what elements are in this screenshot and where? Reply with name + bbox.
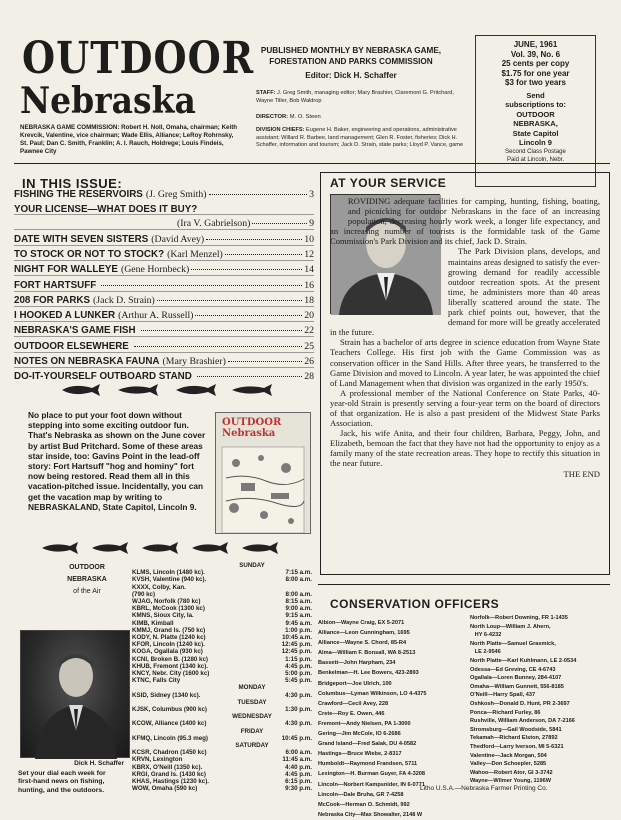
at-your-service-heading: AT YOUR SERVICE xyxy=(330,176,447,190)
price-copy: 25 cents per copy xyxy=(501,59,570,68)
schedule-time: 9:15 a.m. xyxy=(285,612,312,620)
schedule-row xyxy=(132,771,312,778)
staff-label: STAFF: xyxy=(256,90,276,96)
toc-title: TO STOCK OR NOT TO STOCK? xyxy=(14,249,165,260)
toc-leader-dots xyxy=(141,330,303,331)
fish-silhouette-icon xyxy=(118,384,158,396)
subscription-box xyxy=(475,35,596,187)
schedule-row xyxy=(132,656,312,663)
toc-separator xyxy=(14,291,314,292)
schedule-row xyxy=(132,627,312,634)
schedule-day: TUESDAY xyxy=(237,698,267,706)
schedule-time xyxy=(270,584,312,591)
portrait-caption: Dick H. Schaffer xyxy=(74,760,124,767)
schedule-station: KCSR, Chadron (1450 kc) xyxy=(132,749,207,757)
schedule-row xyxy=(132,692,312,699)
service-paragraph: A professional member of the National Conference on State Parks, 40-year-old Strain is presently serving a four-year term on the board of directors of that organization. He is also a past president of the Midwest State Parks Association. xyxy=(330,387,600,429)
postage-line1: Second Class Postage xyxy=(505,148,566,155)
schedule-time: 11:45 a.m. xyxy=(282,756,312,764)
schedule-row xyxy=(132,591,312,598)
magazine-title-outdoor: OUTDOOR xyxy=(22,31,255,84)
service-paragraph xyxy=(330,196,600,246)
cover-thumbnail xyxy=(215,412,311,534)
schedule-row xyxy=(132,641,312,648)
schedule-time: 1:15 p.m. xyxy=(285,655,312,663)
toc-separator xyxy=(14,336,314,337)
staff-credits xyxy=(256,90,464,105)
toc-separator xyxy=(14,214,314,215)
schedule-time: 9:30 p.m. xyxy=(285,785,312,793)
in-this-issue-heading: IN THIS ISSUE: xyxy=(22,176,123,191)
toc-author: (Jack D. Strain) xyxy=(93,295,155,306)
toc-leader-dots xyxy=(195,315,302,316)
officer-entry: Fremont—Andy Nielsen, PA 1-3000 xyxy=(318,720,411,727)
schedule-row xyxy=(132,612,312,619)
toc-separator xyxy=(14,229,314,230)
schedule-row xyxy=(132,598,312,605)
send-label: Send xyxy=(526,90,545,100)
schedule-station: (790 kc) xyxy=(132,590,156,598)
toc-leader-dots xyxy=(197,376,302,377)
officer-entry: Hastings—Bruce Wiebe, 2-8317 xyxy=(318,751,402,758)
fish-silhouette-icon xyxy=(42,542,78,554)
toc-separator xyxy=(14,245,314,246)
org-line2: NEBRASKA, xyxy=(513,119,558,128)
staff-names: J. Greg Smith, managing editor; Mary Brashier, Claremont G. Pritchard, Wayne Tiller, Bob Waldrop xyxy=(256,90,454,104)
schedule-station: KMNS, Sioux City, Ia. xyxy=(132,612,194,620)
officer-entry: Odessa—Ed Greving, CE 4-6743 xyxy=(470,666,556,673)
schedule-station: KJSK, Columbus (900 kc) xyxy=(132,706,207,714)
division-chiefs xyxy=(256,127,466,150)
officer-entry: Bridgeport—Joe Ulrich, 100 xyxy=(318,680,392,687)
schedule-time: 1:30 p.m. xyxy=(285,706,312,714)
schedule-time: 4:30 p.m. xyxy=(285,720,312,728)
schedule-station: WOW, Omaha (590 kc) xyxy=(132,785,198,793)
officer-entry: Tekamah—Richard Elston, 27892 xyxy=(470,735,558,742)
toc-separator xyxy=(14,260,314,261)
portrait-figure xyxy=(21,631,131,759)
schedule-day: FRIDAY xyxy=(240,727,264,735)
toc-title: NOTES ON NEBRASKA FAUNA xyxy=(14,356,160,367)
officer-entry: HY 6-4232 xyxy=(470,632,502,639)
radio-schedule xyxy=(132,562,312,793)
toc-title: DATE WITH SEVEN SISTERS xyxy=(14,234,149,245)
toc-title: DO-IT-YOURSELF OUTBOARD STAND xyxy=(14,371,192,382)
director-label: DIRECTOR: xyxy=(256,114,289,120)
printer-credit: Litho U.S.A.—Nebraska Farmer Printing Co. xyxy=(420,785,548,792)
officers-divider xyxy=(318,584,610,585)
toc-page-number: 16 xyxy=(304,280,314,291)
schedule-station: KIMB, Kimball xyxy=(132,619,174,627)
toc-author: (Karl Menzel) xyxy=(167,249,223,260)
service-article xyxy=(330,196,600,479)
radio-program-title xyxy=(42,562,132,598)
toc-page-number: 14 xyxy=(304,264,314,275)
officer-entry: Gering—Jim McCole, IO 6-2686 xyxy=(318,731,401,738)
schedule-time: 10:45 a.m. xyxy=(282,634,312,642)
air-title-line2: NEBRASKA xyxy=(67,576,107,583)
toc-page-number: 20 xyxy=(304,310,314,321)
toc-leader-dots xyxy=(252,223,307,224)
toc-leader-dots xyxy=(191,269,302,270)
publisher-line: PUBLISHED MONTHLY BY NEBRASKA GAME, FORESTATION AND PARKS COMMISSION xyxy=(260,46,442,66)
officer-entry: Stromsburg—Gail Woodside, 5841 xyxy=(470,726,562,733)
magazine-title-nebraska: Nebraska xyxy=(20,78,196,122)
schedule-station: KBRL, McCook (1300 kc) xyxy=(132,605,205,613)
officer-entry: Ogallala—Loren Bunney, 284-4107 xyxy=(470,675,562,682)
toc-page-number: 22 xyxy=(304,325,314,336)
schedule-station: KLMS, Lincoln (1480 kc). xyxy=(132,569,205,577)
toc-title: YOUR LICENSE—WHAT DOES IT BUY? xyxy=(14,204,198,215)
division-label: DIVISION CHIEFS: xyxy=(256,127,305,133)
fish-silhouette-icon xyxy=(192,542,228,554)
division-names: Eugene H. Baker, engineering and operations, administrative assistant; Willard R. Barbee, land management; Glen R. Foster, fisheries; Dick H. Schaffer, information and tourism; Jack D. Strain, state parks; Lloyd P. Vance, game xyxy=(256,127,464,149)
fish-divider-top xyxy=(60,382,290,398)
cover-map-illustration xyxy=(216,443,310,538)
toc-page-number: 26 xyxy=(304,356,314,367)
schedule-row xyxy=(132,735,312,742)
schedule-row xyxy=(132,648,312,655)
officer-entry: Wahoo—Robert Ator, GI 3-3742 xyxy=(470,769,553,776)
officer-entry: Lincoln—Norbert Kampsnider, IN 6-0771 xyxy=(318,781,425,788)
fish-silhouette-icon xyxy=(92,542,128,554)
officer-entry: Alliance—Wayne S. Chord, 85-R4 xyxy=(318,640,407,647)
toc-author: (Gene Hornbeck) xyxy=(120,264,190,275)
address-line2: Lincoln 9 xyxy=(519,138,552,147)
officer-entry: Grand Island—Fred Salak, DU 4-0582 xyxy=(318,741,417,748)
toc-separator xyxy=(14,321,314,322)
officer-entry: Lexington—H. Burman Guyer, FA 4-3208 xyxy=(318,771,426,778)
officer-entry: Crete—Roy E. Owen, 446 xyxy=(318,710,385,717)
toc-author: (David Avey) xyxy=(151,234,205,245)
toc-leader-dots xyxy=(206,239,302,240)
portrait-photo-schaffer xyxy=(20,630,130,758)
toc-page-number: 18 xyxy=(304,295,314,306)
schedule-station: KCOW, Alliance (1400 kc) xyxy=(132,720,207,728)
officer-entry: Crawford—Cecil Avey, 228 xyxy=(318,700,389,707)
officer-entry: Alliance—Leon Cunningham, 1695 xyxy=(318,630,410,637)
officer-entry: North Loup—William J. Ahern, xyxy=(470,623,551,630)
schedule-row xyxy=(132,634,312,641)
toc-leader-dots xyxy=(157,300,302,301)
toc-title: 208 FOR PARKS xyxy=(14,295,91,306)
director-name: M. O. Steen xyxy=(289,114,321,120)
schedule-station: KRVN, Lexington xyxy=(132,756,183,764)
editor-line: Editor: Dick H. Schaffer xyxy=(305,71,397,80)
fish-silhouette-icon xyxy=(176,384,216,396)
schedule-time: 12:45 p.m. xyxy=(281,641,312,649)
schedule-time: 6:00 a.m. xyxy=(285,749,312,757)
schedule-station: KFMQ, Lincoln (95.3 meg) xyxy=(132,734,208,742)
officer-entry: Wayne—Wilmer Young, 1196W xyxy=(470,778,551,785)
schedule-day: MONDAY xyxy=(238,684,266,692)
officer-entry: Albion—Wayne Craig, EX 5-2071 xyxy=(318,620,405,626)
schedule-time: 8:00 a.m. xyxy=(285,576,312,584)
schedule-day: SUNDAY xyxy=(239,562,265,569)
toc-leader-dots xyxy=(101,285,302,286)
schedule-station: KNCY, Nebr. City (1600 kc) xyxy=(132,670,210,678)
schedule-row xyxy=(132,584,312,591)
cover-blurb: No place to put your foot down without stepping into some exciting outdoor fun. That's Nebraska as shown on the June cover by artist Bud Pritchard. Some of these areas star inside, too: Gavins Point in the lead-off story: Fort Hartsuff "hog and hominy" fort now being restored. Read them all in this vacation-pitched issue. Incidentally, you can get the vacation map by writing to NEBRASKALAND, State Capitol, Lincoln 9. xyxy=(28,410,206,512)
officer-entry: Humboldt—Raymond Frandsen, 5711 xyxy=(318,761,418,768)
fish-silhouette-icon xyxy=(142,542,178,554)
toc-page-number: 10 xyxy=(304,234,314,245)
schedule-row xyxy=(132,576,312,583)
air-title-line3: of the Air xyxy=(73,588,101,595)
toc-author: (Mary Brashier) xyxy=(162,356,226,367)
toc-title: FISHING THE RESERVOIRS xyxy=(14,189,143,200)
schedule-time: 12:45 p.m. xyxy=(281,648,312,656)
schedule-time: 9:00 a.m. xyxy=(285,605,312,613)
subs-label: subscriptions to: xyxy=(505,100,566,109)
toc-page-number: 12 xyxy=(304,249,314,260)
service-paragraph-text: ROVIDING adequate facilities for camping, hunting, fishing, boating, and picnicking for outdoor Nebraskans in the face of an increasing population, decreasing hourly work week, a longer life expectancy, and an increasing number of tourists is the formidable task of the Game Commission's Park Division and its chief, Jack D. Strain. xyxy=(330,196,600,247)
masthead-divider xyxy=(14,163,610,164)
officer-entry: Bassett—John Harpham, 234 xyxy=(318,660,396,667)
price-one-year: $1.75 for one year xyxy=(501,68,570,78)
schedule-station: KVSH, Valentine (940 kc). xyxy=(132,576,207,584)
air-title-line1: OUTDOOR xyxy=(69,564,105,571)
officer-entry: O'Neill—Harry Spall, 437 xyxy=(470,692,536,699)
game-commission-list: NEBRASKA GAME COMMISSION: Robert H. Noll, Omaha, chairman; Keith Krevcik, Valentine, vice chairman; Wade Ellis, Alliance; LeRoy Rohrnsky, St. Paul; Dan C. Smith, Franklin; A. I. Rauch, Holdrege; Louis Findeis, Pawnee City xyxy=(20,124,238,155)
officer-entry: North Platte—Karl Kuhlmann, LE 2-0534 xyxy=(470,657,577,664)
toc-title: I HOOKED A LUNKER xyxy=(14,310,116,321)
service-paragraph: The Park Division plans, develops, and maintains areas designed to satisfy the ever-growing demand for readily accessible outdoor recreation spots. At the present time, he administers more than 40 areas liberally scattered around the state. The park chief points out, however, that the demand for more will be greatly accelerated in the future. xyxy=(330,246,600,338)
toc-title: FORT HARTSUFF xyxy=(14,280,97,291)
schedule-row xyxy=(132,605,312,612)
toc-separator xyxy=(14,275,314,276)
toc-leader-dots xyxy=(228,361,302,362)
toc-leader-dots xyxy=(225,254,302,255)
toc-title: NEBRASKA'S GAME FISH xyxy=(14,325,136,336)
schedule-station: KHAS, Hastings (1230 kc). xyxy=(132,778,210,786)
officer-entry: Rushville, William Anderson, DA 7-2166 xyxy=(470,718,575,725)
address-line1: State Capitol xyxy=(512,128,559,138)
cover-thumb-title: OUTDOOR Nebraska xyxy=(222,417,282,439)
officer-entry: McCook—Herman O. Schmidt, 992 xyxy=(318,801,410,808)
officer-entry: LE 2-9546 xyxy=(470,649,501,656)
schedule-station: KTNC, Falls City xyxy=(132,677,181,685)
the-end-mark: THE END xyxy=(563,468,600,479)
schedule-time: 10:45 p.m. xyxy=(281,734,312,742)
officer-entry: Nebraska City—Max Showalter, 2148 W xyxy=(318,811,423,818)
schedule-row xyxy=(132,663,312,670)
officers-column-2 xyxy=(470,614,610,786)
officer-entry: North Platte—Samuel Grasmick, xyxy=(470,640,556,647)
officer-entry: Thedford—Larry Iverson, MI 5-6321 xyxy=(470,743,564,750)
issue-date: JUNE, 1961 xyxy=(513,40,558,49)
officer-entry: Norfolk—Robert Downing, FR 1-1435 xyxy=(470,615,568,621)
officer-entry: Valentine—Jack Morgan, 504 xyxy=(470,752,547,759)
schedule-time: 4:45 p.m. xyxy=(285,770,312,778)
schedule-station: KRGI, Grand Is. (1430 kc) xyxy=(132,770,206,778)
toc-separator xyxy=(14,367,314,368)
schedule-station: KFOR, Lincoln (1240 kc). xyxy=(132,641,205,649)
schedule-time: 7:15 a.m. xyxy=(285,569,312,577)
officer-entry: Columbus—Lyman Wilkinson, LO 4-4375 xyxy=(318,690,427,697)
schedule-station: KSID, Sidney (1340 kc). xyxy=(132,691,201,699)
issue-volume: Vol. 39, No. 6 xyxy=(510,49,561,59)
officer-entry: Ponca—Richard Furley, 86 xyxy=(470,709,541,716)
schedule-time: 5:45 p.m. xyxy=(285,677,312,685)
schedule-time: 6:15 p.m. xyxy=(285,778,312,786)
schedule-station: KXXX, Colby, Kan. xyxy=(132,583,186,591)
schedule-row xyxy=(132,670,312,677)
toc-title: OUTDOOR ELSEWHERE xyxy=(14,341,129,352)
schedule-time: 8:00 a.m. xyxy=(285,590,312,598)
fish-silhouette-icon xyxy=(242,542,278,554)
director-credit xyxy=(256,114,321,120)
conservation-officers-heading: CONSERVATION OFFICERS xyxy=(330,597,500,611)
officer-entry: Valley—Don Schoepler, 5285 xyxy=(470,761,547,768)
officer-entry: Oshkosh—Donald D. Hunt, PR 2-3697 xyxy=(470,700,570,707)
schedule-day: WEDNESDAY xyxy=(232,713,272,721)
toc-leader-dots xyxy=(134,346,302,347)
officer-entry: Alma—William F. Bonsall, WA 8-2513 xyxy=(318,650,416,657)
schedule-station: KOGA, Ogallala (930 kc) xyxy=(132,648,203,656)
toc-author: (Ira V. Gabrielson) xyxy=(177,218,251,229)
org-line1: OUTDOOR xyxy=(516,109,555,119)
schedule-station: KODY, N. Platte (1240 kc) xyxy=(132,634,206,642)
schedule-row xyxy=(132,778,312,785)
schedule-day: SATURDAY xyxy=(235,742,269,750)
toc-separator xyxy=(14,352,314,353)
officer-entry: Lincoln—Dale Bruha, GR 7-4258 xyxy=(318,791,404,798)
schedule-row xyxy=(132,706,312,713)
toc-page-number: 9 xyxy=(309,218,314,229)
fish-silhouette-icon xyxy=(62,384,100,396)
postage-line2: Paid at Lincoln, Nebr. xyxy=(506,156,565,163)
schedule-station: KMMJ, Grand Is. (750 kc) xyxy=(132,626,206,634)
toc-page-number: 25 xyxy=(304,341,314,352)
fish-divider-bottom xyxy=(40,540,310,556)
toc-entry xyxy=(14,189,314,201)
schedule-time: 4:40 p.m. xyxy=(285,763,312,771)
schedule-time: 5:00 p.m. xyxy=(285,670,312,678)
officer-entry: Omaha—William Gunnett, 556-8185 xyxy=(470,683,564,690)
schedule-time: 4:45 p.m. xyxy=(285,662,312,670)
schedule-row xyxy=(132,749,312,756)
schedule-station: KHUB, Fremont (1340 kc). xyxy=(132,662,208,670)
toc-page-number: 3 xyxy=(309,189,314,200)
schedule-row xyxy=(132,785,312,792)
schedule-row xyxy=(132,764,312,771)
price-two-years: $3 for two years xyxy=(505,78,566,87)
schedule-row xyxy=(132,620,312,627)
schedule-station: KCNI, Broken B. (1280 kc) xyxy=(132,655,208,663)
schedule-time: 8:15 a.m. xyxy=(285,598,312,606)
toc-author: (J. Greg Smith) xyxy=(145,189,207,200)
schedule-row xyxy=(132,677,312,684)
fish-silhouette-icon xyxy=(232,384,272,396)
schedule-station: KBRX, O'Neill (1350 kc). xyxy=(132,763,203,771)
schedule-row xyxy=(132,756,312,763)
toc-author: (Arthur A. Russell) xyxy=(118,310,194,321)
schedule-row xyxy=(132,569,312,576)
schedule-station: WJAG, Norfolk (780 kc) xyxy=(132,598,201,606)
schedule-time: 4:30 p.m. xyxy=(285,691,312,699)
toc-separator xyxy=(14,306,314,307)
toc-title: NIGHT FOR WALLEYE xyxy=(14,264,118,275)
toc-page-number: 28 xyxy=(304,371,314,382)
schedule-row xyxy=(132,720,312,727)
radio-note: Set your dial each week for first-hand news on fishing, hunting, and the outdoors. xyxy=(18,770,106,794)
service-paragraph: Jack, his wife Anita, and their four children, Barbara, Peggy, John, and Elizabeth, bemoan the fact that they have not had the opportunity to enjoy as a family many of the state recreation areas. They hope to rectify this situation in the near future. xyxy=(330,428,600,469)
toc-leader-dots xyxy=(209,194,308,195)
service-paragraph: Strain has a bachelor of arts degree in science education from Wayne State Teachers College. His first job with the Game Commission was as conservation officer in the Sand Hills. After three years, he transferred to the Game Division and moved to Lincoln. A year later, he was appointed the chief of Land Management when that division was organized in the early 1950's. xyxy=(330,337,600,388)
schedule-time: 9:45 a.m. xyxy=(285,619,312,627)
officer-entry: Benkelman—H. Lee Bowers, 423-2893 xyxy=(318,670,419,677)
schedule-time: 1:00 p.m. xyxy=(285,626,312,634)
